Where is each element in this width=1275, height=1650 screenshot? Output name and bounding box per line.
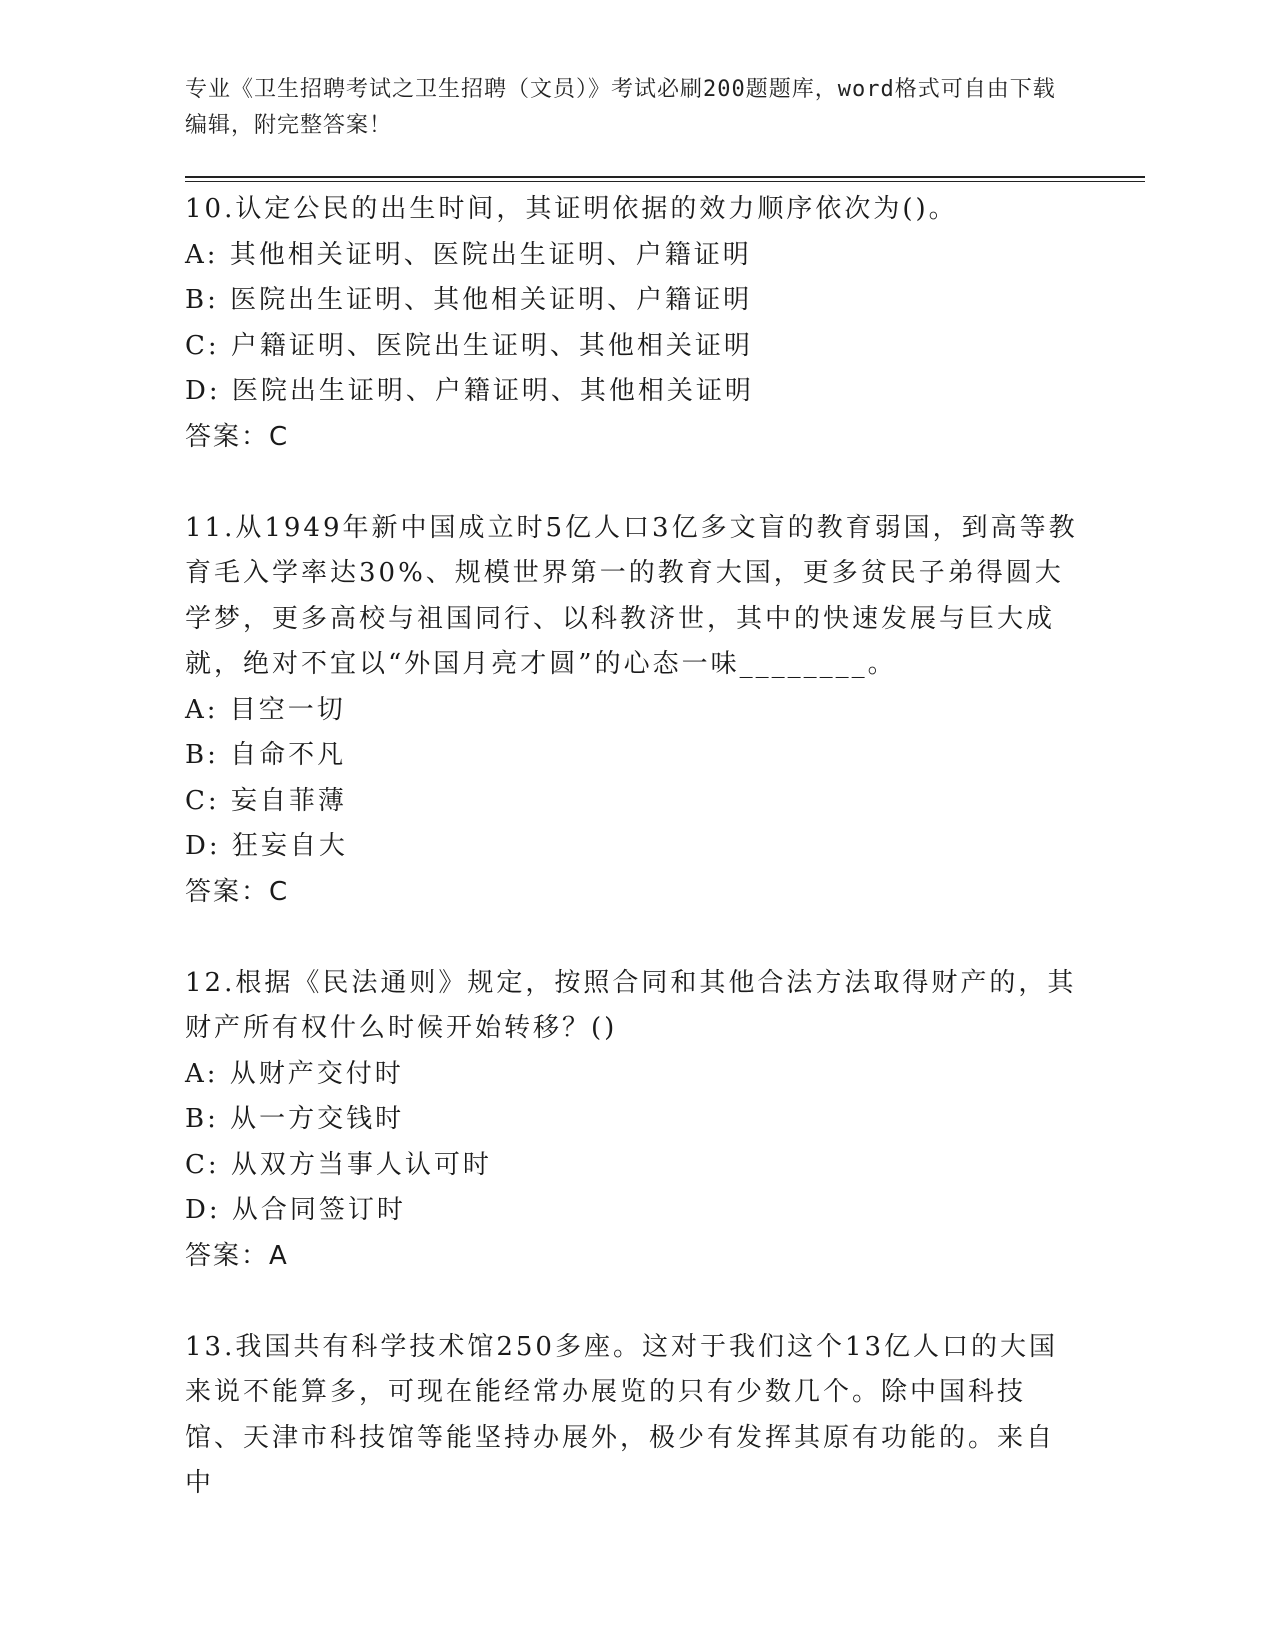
option-d: D: 医院出生证明、户籍证明、其他相关证明 bbox=[185, 376, 754, 406]
document-header: 专业《卫生招聘考试之卫生招聘（文员）》考试必刷200题题库，word格式可自由下载编辑，附完整答案！ bbox=[185, 77, 1056, 138]
option-a: A: 从财产交付时 bbox=[185, 1058, 404, 1089]
option-b: B: 从一方交钱时 bbox=[185, 1104, 405, 1134]
question-stem: 12.根据《民法通则》规定，按照合同和其他合法方法取得财产的，其财产所有权什么时候开始转移？() bbox=[185, 967, 1077, 1043]
option-b: B: 自命不凡 bbox=[185, 740, 347, 770]
question-13 bbox=[185, 1325, 1080, 1507]
question-list bbox=[185, 187, 1080, 1552]
question-11 bbox=[185, 506, 1080, 916]
option-c: C: 户籍证明、医院出生证明、其他相关证明 bbox=[185, 330, 753, 361]
answer-line: 答案：C bbox=[185, 421, 290, 452]
option-b: B: 医院出生证明、其他相关证明、户籍证明 bbox=[185, 285, 753, 315]
question-stem: 11.从1949年新中国成立时5亿人口3亿多文盲的教育弱国，到高等教育毛入学率达30%、规模世界第一的教育大国，更多贫民子弟得圆大学梦，更多高校与祖国同行、以科教济世，其中的快速发展与巨大成就，绝对不宜以“外国月亮才圆”的心态一味________。 bbox=[185, 512, 1078, 679]
question-stem: 10.认定公民的出生时间，其证明依据的效力顺序依次为()。 bbox=[185, 194, 958, 224]
question-12 bbox=[185, 961, 1080, 1280]
header-rule-thin bbox=[185, 181, 1145, 182]
option-d: D: 从合同签订时 bbox=[185, 1195, 406, 1225]
option-a: A: 其他相关证明、医院出生证明、户籍证明 bbox=[185, 239, 752, 270]
question-10 bbox=[185, 187, 1080, 460]
answer-line: 答案：C bbox=[185, 876, 290, 907]
header-rule-thick bbox=[185, 176, 1145, 178]
option-c: C: 妄自菲薄 bbox=[185, 785, 347, 816]
question-stem: 13.我国共有科学技术馆250多座。这对于我们这个13亿人口的大国来说不能算多，可现在能经常办展览的只有少数几个。除中国科技馆、天津市科技馆等能坚持办展外，极少有发挥其原有功能的。来自中 bbox=[185, 1331, 1059, 1498]
option-a: A: 目空一切 bbox=[185, 694, 346, 725]
option-c: C: 从双方当事人认可时 bbox=[185, 1149, 492, 1180]
answer-line: 答案：A bbox=[185, 1240, 289, 1271]
option-d: D: 狂妄自大 bbox=[185, 831, 348, 861]
